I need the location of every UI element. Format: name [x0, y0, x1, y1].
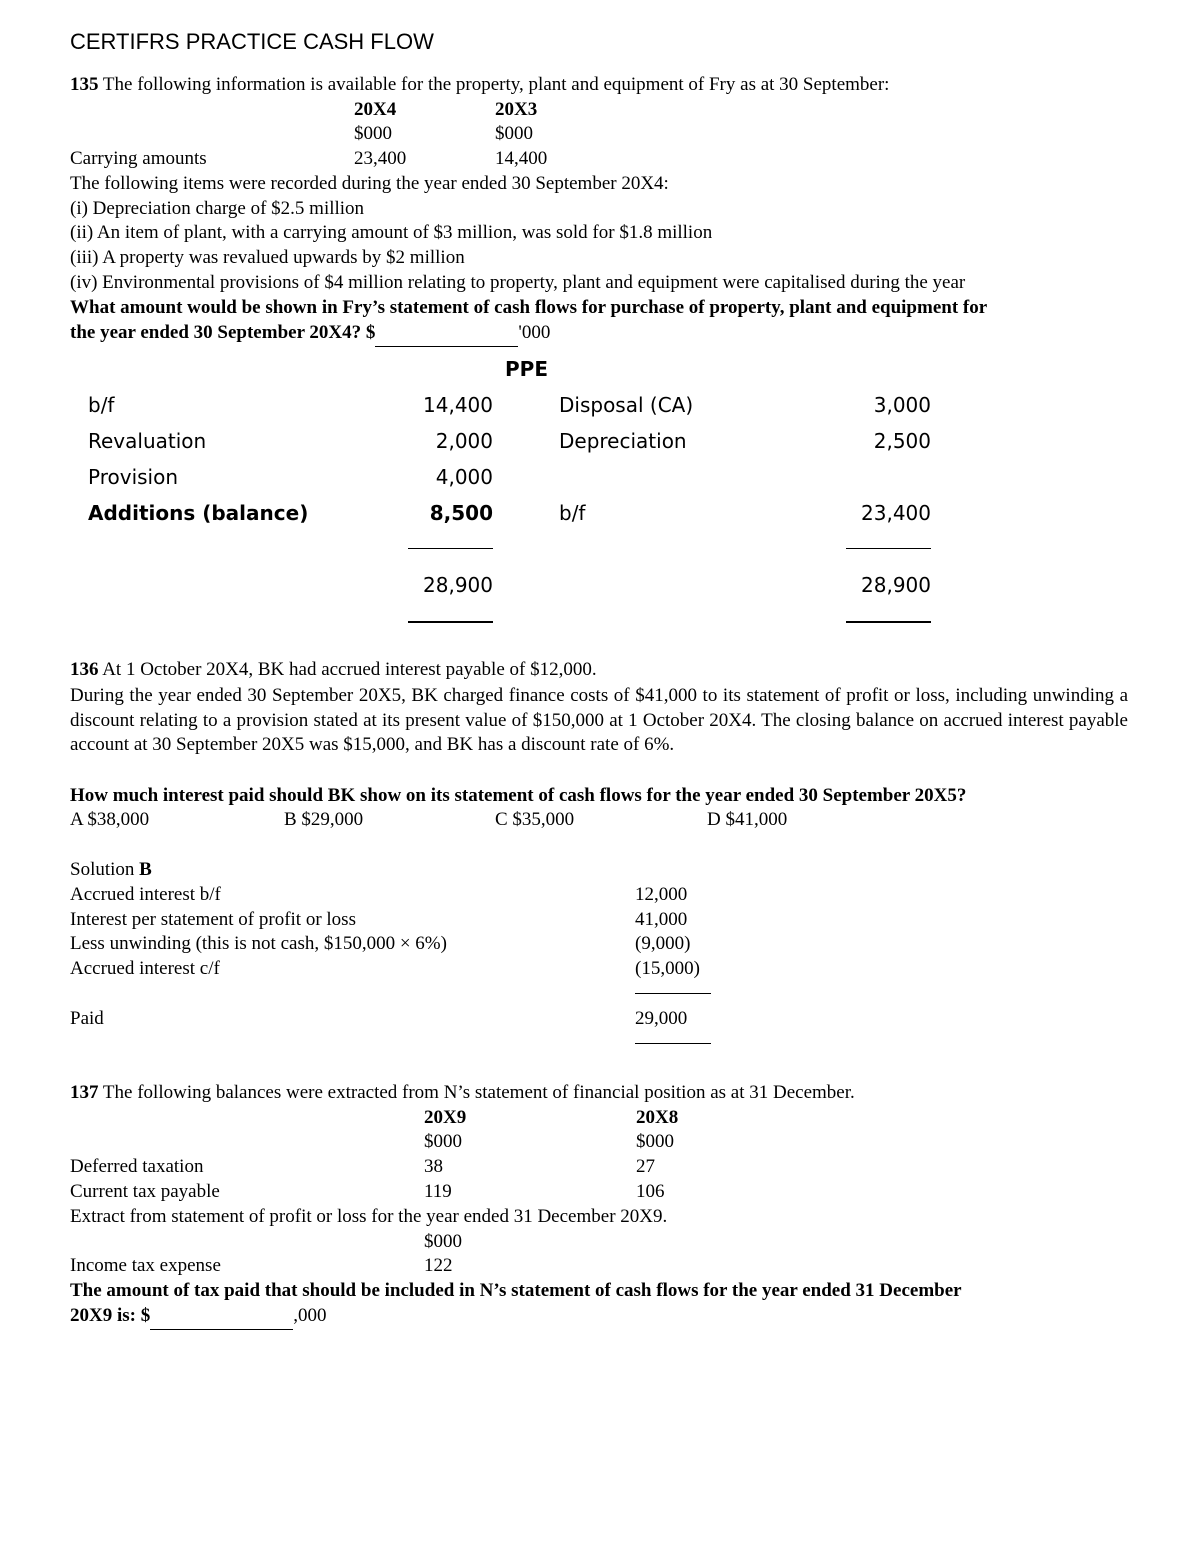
page-title: CERTIFRS PRACTICE CASH FLOW	[70, 29, 434, 54]
q136-solution-answer: B	[139, 859, 152, 880]
ppe-double-rule	[846, 621, 931, 623]
q135-col2: 20X3	[495, 99, 538, 120]
q137-unit3: $000	[424, 1231, 462, 1252]
q135-intro	[70, 73, 889, 98]
q137-question-line2	[70, 1304, 326, 1330]
q137-intro-text: The following balances were extracted from N’s statement of financial position as at 31 December.	[102, 1082, 855, 1103]
q137-row-v2: 27	[636, 1156, 655, 1177]
ppe-left-value: 2,000	[435, 429, 493, 453]
q137-question-text: 20X9 is: $	[70, 1305, 151, 1326]
q135-item: (ii) An item of plant, with a carrying amount of $3 million, was sold for $1.8 million	[70, 222, 713, 243]
q137-row-label: Deferred taxation	[70, 1156, 204, 1177]
q135-question-line2	[70, 321, 550, 347]
q136-row-label: Accrued interest b/f	[70, 884, 221, 905]
q136-paid-value: 29,000	[635, 1008, 688, 1029]
q135-col1: 20X4	[354, 99, 397, 120]
ppe-left-label: Provision	[88, 465, 179, 489]
q136-row-value: (15,000)	[635, 958, 700, 979]
q136-question: How much interest paid should BK show on its statement of cash flows for the year ended 30 September 20X5?	[70, 785, 967, 806]
ppe-total-left: 28,900	[423, 573, 493, 597]
q136-option-c: C $35,000	[495, 809, 575, 830]
q137-number: 137	[70, 1082, 99, 1103]
q137-unit2: $000	[636, 1131, 674, 1152]
q136-row-label: Interest per statement of profit or loss	[70, 909, 356, 930]
ppe-right-label: Depreciation	[559, 429, 687, 453]
q137-question-suffix: ,000	[293, 1305, 327, 1326]
q137-row-v1: 38	[424, 1156, 443, 1177]
ppe-heading: PPE	[505, 357, 548, 381]
q135-item: (iv) Environmental provisions of $4 million relating to property, plant and equipment were capitalised during the year	[70, 272, 966, 293]
ppe-right-label: Disposal (CA)	[559, 393, 694, 417]
ppe-right-value: 3,000	[873, 393, 931, 417]
q135-items-intro: The following items were recorded during the year ended 30 September 20X4:	[70, 173, 669, 194]
q136-row-label: Accrued interest c/f	[70, 958, 220, 979]
q137-col2: 20X8	[636, 1107, 679, 1128]
ppe-left-value: 8,500	[429, 501, 493, 525]
q135-item: (iii) A property was revalued upwards by $2 million	[70, 247, 465, 268]
ppe-left-value: 14,400	[423, 393, 493, 417]
ppe-double-rule	[408, 621, 493, 623]
q136-row-value: 12,000	[635, 884, 688, 905]
q135-number: 135	[70, 74, 99, 95]
ppe-total-right: 28,900	[861, 573, 931, 597]
ppe-left-label: Revaluation	[88, 429, 207, 453]
q135-question-line1: What amount would be shown in Fry’s statement of cash flows for purchase of property, plant and equipment for	[70, 297, 988, 318]
q137-row-v2: 106	[636, 1181, 665, 1202]
q135-unit1: $000	[354, 123, 392, 144]
q135-row-v1: 23,400	[354, 148, 407, 169]
q136-row-label: Less unwinding (this is not cash, $150,000 × 6%)	[70, 933, 447, 954]
q137-expense-value: 122	[424, 1255, 453, 1276]
ppe-left-label: Additions (balance)	[88, 501, 309, 525]
q136-rule	[635, 1043, 711, 1044]
q137-intro	[70, 1081, 855, 1106]
q137-row-label: Current tax payable	[70, 1181, 220, 1202]
ppe-right-value: 2,500	[873, 429, 931, 453]
q136-row-value: (9,000)	[635, 933, 691, 954]
q136-line1-text: At 1 October 20X4, BK had accrued interest payable of $12,000.	[102, 659, 597, 680]
ppe-rule	[846, 548, 931, 549]
q136-rule	[635, 993, 711, 994]
q135-question-text: the year ended 30 September 20X4? $	[70, 322, 376, 343]
answer-blank	[150, 1304, 293, 1330]
q137-question-line1: The amount of tax paid that should be included in N’s statement of cash flows for the year ended 31 December	[70, 1280, 962, 1301]
q135-unit2: $000	[495, 123, 533, 144]
q135-row-v2: 14,400	[495, 148, 548, 169]
q135-intro-text: The following information is available for the property, plant and equipment of Fry as at 30 September:	[102, 74, 890, 95]
ppe-left-label: b/f	[88, 393, 115, 417]
answer-blank	[375, 321, 518, 347]
ppe-left-value: 4,000	[435, 465, 493, 489]
q135-item: (i) Depreciation charge of $2.5 million	[70, 198, 365, 219]
q136-solution	[70, 858, 152, 883]
ppe-right-label: b/f	[559, 501, 586, 525]
q136-number: 136	[70, 659, 99, 680]
q135-question-suffix: '000	[518, 322, 551, 343]
q135-row-label: Carrying amounts	[70, 148, 207, 169]
q136-paragraph: During the year ended 30 September 20X5, BK charged finance costs of $41,000 to its statement of profit or loss, including unwinding a discount relating to a provision stated at its present value of $150,000 at 1 October 20X4. The closing balance on accrued interest payable account at 30 September 20X5 was $15,000, and BK has a discount rate of 6%.	[70, 685, 1128, 756]
q136-option-d: D $41,000	[707, 809, 788, 830]
q137-extract: Extract from statement of profit or loss for the year ended 31 December 20X9.	[70, 1206, 668, 1227]
q137-unit1: $000	[424, 1131, 462, 1152]
ppe-rule	[408, 548, 493, 549]
ppe-right-value: 23,400	[861, 501, 931, 525]
q136-option-a: A $38,000	[70, 809, 150, 830]
q136-paid-label: Paid	[70, 1008, 104, 1029]
q136-line1	[70, 658, 597, 683]
q137-row-v1: 119	[424, 1181, 452, 1202]
q136-row-value: 41,000	[635, 909, 688, 930]
q137-col1: 20X9	[424, 1107, 467, 1128]
q136-option-b: B $29,000	[284, 809, 364, 830]
q136-solution-label: Solution	[70, 859, 135, 880]
q137-expense-label: Income tax expense	[70, 1255, 221, 1276]
